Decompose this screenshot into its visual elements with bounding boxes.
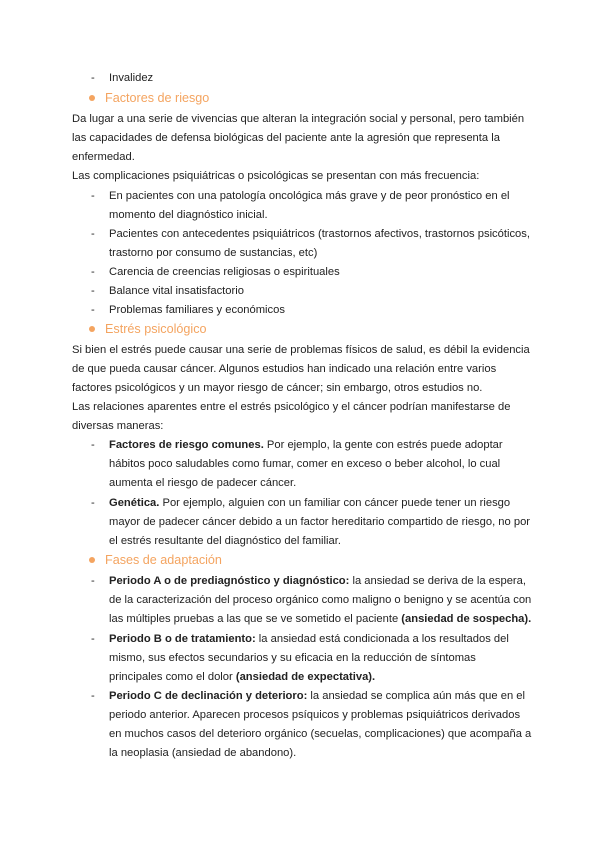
list-item-line: Carencia de creencias religiosas o espirituales (109, 266, 340, 278)
list-item-line: periodo anterior. Aparecen procesos psíquicos y problemas psiquiátricos derivados (109, 709, 521, 721)
bold-term: Genética. (109, 497, 160, 509)
paragraph-line: Las relaciones aparentes entre el estrés psicológico y el cáncer podrían manifestarse de (72, 401, 511, 413)
list-item-line: mayor de padecer cáncer debido a un factor hereditario compartido de riesgo, no por (109, 516, 531, 528)
list-item-line: Problemas familiares y económicos (109, 304, 285, 316)
paragraph-line: las capacidades de defensa biológicas del paciente ante la agresión que representa la (72, 132, 500, 144)
list-item-line: de la caracterización del proceso orgánico como maligno o benigno y se acentúa con (109, 594, 532, 606)
list-item-text: las múltiples pruebas a las que se ve sometido el paciente (109, 613, 402, 625)
list-item-line: en muchos casos del deterioro orgánico (secuelas, complicaciones) que acompaña a (109, 728, 532, 740)
bold-term: Periodo C de declinación y deterioro: (109, 690, 308, 702)
list-item-line: momento del diagnóstico inicial. (109, 209, 268, 221)
paragraph-line: Las complicaciones psiquiátricas o psicológicas se presentan con más frecuencia: (72, 170, 480, 182)
bullet-dash: - (91, 575, 95, 587)
list-item-line: aumenta el riesgo de padecer cáncer. (109, 477, 297, 489)
bullet-dot-icon (89, 95, 95, 101)
paragraph-line: de que pueda causar cáncer. Algunos estudios han indicado una relación entre varios (72, 363, 497, 375)
bold-term: Periodo B o de tratamiento: (109, 633, 256, 645)
list-item-text: la ansiedad está condicionada a los resultados del (255, 633, 509, 645)
list-item-text: la ansiedad se complica aún más que en el (307, 690, 525, 702)
paragraph-line: diversas maneras: (72, 420, 164, 432)
list-item-line (109, 612, 531, 626)
bullet-dash: - (91, 285, 95, 297)
list-item-line (109, 689, 525, 703)
bullet-dash: - (91, 497, 95, 509)
bullet-dash: - (91, 72, 95, 84)
bullet-dash: - (91, 228, 95, 240)
list-item-text: Por ejemplo, la gente con estrés puede adoptar (263, 439, 503, 451)
bullet-dot-icon (89, 326, 95, 332)
bullet-dash: - (91, 633, 95, 645)
heading-fases-de-adaptacion (89, 552, 222, 568)
bullet-dash: - (91, 266, 95, 278)
list-item-line (109, 670, 375, 684)
list-item-line (109, 496, 510, 510)
list-item-line: Balance vital insatisfactorio (109, 285, 244, 297)
list-item-line: Pacientes con antecedentes psiquiátricos (trastornos afectivos, trastornos psicóticos, (109, 228, 530, 240)
list-item-line (109, 632, 509, 646)
paragraph-line: factores psicológicos y un mayor riesgo de cáncer; sin embargo, otros estudios no. (72, 382, 483, 394)
bold-term: Periodo A o de prediagnóstico y diagnóstico: (109, 575, 350, 587)
list-item-line (109, 438, 503, 452)
bold-term: (ansiedad de sospecha). (401, 613, 532, 625)
bullet-dash: - (91, 190, 95, 202)
list-item-text: la ansiedad se deriva de la espera, (349, 575, 526, 587)
list-item-text: Por ejemplo, alguien con un familiar con cáncer puede tener un riesgo (159, 497, 511, 509)
list-item-line: trastorno por consumo de sustancias, etc) (109, 247, 318, 259)
heading-factores-de-riesgo (89, 90, 209, 106)
bullet-dash: - (91, 690, 95, 702)
bullet-dash: - (91, 304, 95, 316)
list-item-invalidez: Invalidez (109, 72, 154, 84)
bold-term: (ansiedad de expectativa). (235, 671, 376, 683)
heading-text: Fases de adaptación (105, 553, 222, 567)
list-item-line: la neoplasia (ansiedad de abandono). (109, 747, 297, 759)
bullet-dash: - (91, 439, 95, 451)
bullet-dot-icon (89, 557, 95, 563)
paragraph-line: enfermedad. (72, 151, 135, 163)
heading-text: Factores de riesgo (105, 91, 210, 105)
list-item-line: En pacientes con una patología oncológica más grave y de peor pronóstico en el (109, 190, 510, 202)
paragraph-line: Da lugar a una serie de vivencias que alteran la integración social y personal, pero también (72, 113, 525, 125)
bold-term: Factores de riesgo comunes. (109, 439, 264, 451)
list-item-line: mismo, sus efectos secundarios y su eficacia en la reducción de síntomas (109, 652, 476, 664)
list-item-line (109, 574, 526, 588)
heading-estres-psicologico (89, 321, 207, 337)
list-item-line: el estrés resultante del diagnóstico del familiar. (109, 535, 341, 547)
list-item-text: principales como el dolor (109, 671, 236, 683)
list-item-line: hábitos poco saludables como fumar, comer en exceso o beber alcohol, lo cual (109, 458, 501, 470)
paragraph-line: Si bien el estrés puede causar una serie de problemas físicos de salud, es débil la evidencia (72, 344, 530, 356)
heading-text: Estrés psicológico (105, 322, 207, 336)
